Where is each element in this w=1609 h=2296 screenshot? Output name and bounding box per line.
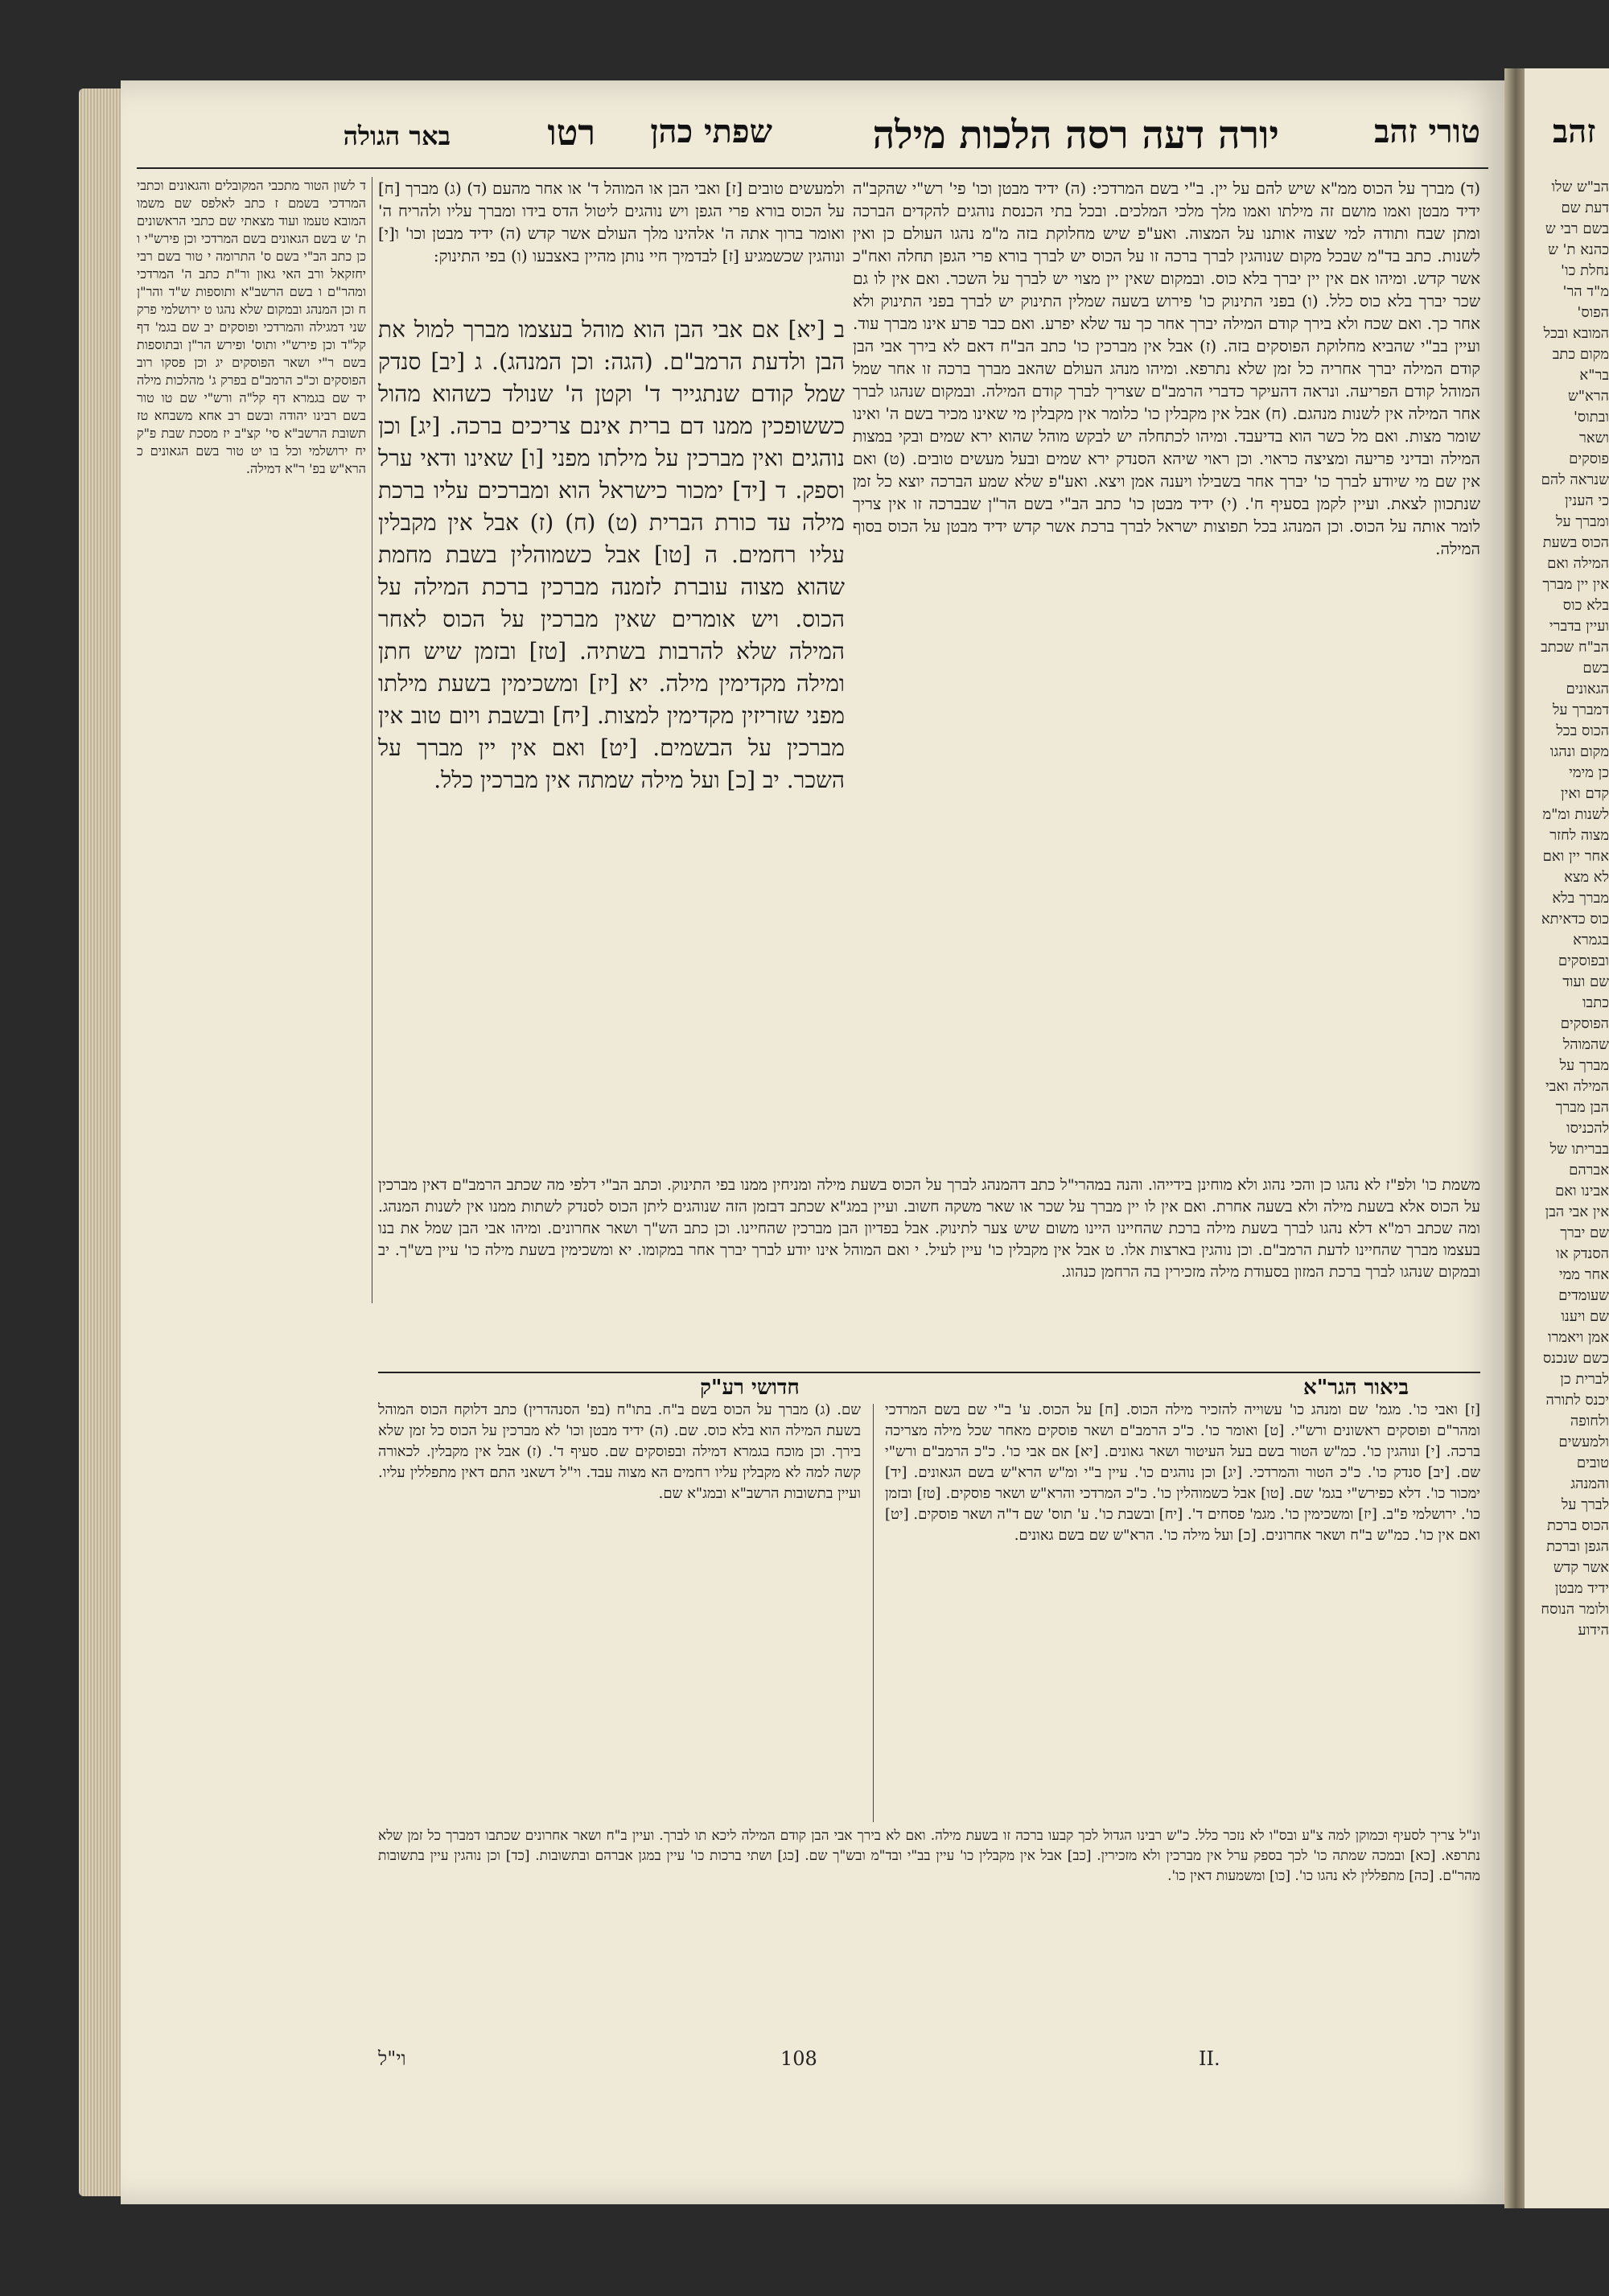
gra-title: ביאור הגר"א — [1303, 1376, 1409, 1400]
book-gutter — [1504, 68, 1527, 2208]
commentary-bottom-text: משמת כו' ולפ"ז לא נהגו כן והכי נהוג ולא מוחינן בידייהו. והנה במהרי"ל כתב דהמנהג לברך על הכוס בשעת מילה ומניחין ממנו בפי התינוק. וכתב הב"י דלפי מה שכתב הרמב"ם דאין מברכין על הכוס אלא בשעת מילה ולא בשעה אחרת. ואם אין לו יין מברך על שכר או שאר משקה חשוב. ועיין במג"א שכתב דבזמן הזה שנוהגים ליתן הכוס לסנדק לשתות ממנו אין לשנות המנהג. ומה שכתב רמ"א דלא נהגו לברך בשעת מילה ברכת שהחיינו היינו משום שיש צער לתינוק. אבל בפדיון הבן מברכין שהחיינו. וכן כתב הש"ך ושאר אחרונים. ומיהו אבי הבן שמל את בנו בעצמו מברך שהחיינו לדעת הרמב"ם. וכן נוהגין בארצות אלו. ט אבל אין מקבלין כו' עיין לעיל. י ואם המוהל אינו יודע לברך יברך אחר במקומו. יא ומשכימין בשעת מילה כו' עיין בש"ך. יב ובמקום שנהגו לברך ברכת המזון בסעודת מילה מזכירין בה הרחמן כנהוג. — [378, 1176, 1480, 1281]
ra-text: שם. (ג) מברך על הכוס בשם ב"ח. בתו"ח (בפ' הסנהדרין) כתב דלוקח הכוס המוהל בשעת המילה הוא בלא כוס. שם. (ה) ידיד מבטן וכו' לא מברכין על הכוס כל זמן שלא בירך. וכן מוכח בגמרא דמילה ובפוסקים שם. סעיף ד'. (ז) אבל אין מקבלין. לכאורה קשה למה לא מקבלין עליו רחמים הא מצוה עבד. וי"ל דשאני התם דאין מתפללין עליו. ועיין בתשובות הרשב"א ובמג"א שם. — [378, 1401, 861, 1502]
facing-page-header: זהב — [1553, 113, 1596, 150]
header-main-title: יורה דעה רסה הלכות מילה — [872, 113, 1279, 158]
ra-title: חדושי רע"ק — [700, 1376, 800, 1400]
main-text-top-para: ולמעשים טובים [ז] ואבי הבן או המוהל ד' או אחר מהעם (ד) (ג) מברך [ח] על הכוס בורא פרי הגפן ויש נוהגים ליטול הדס בידו ומברך עליו ולהריח ה' ואומר ברוך אתה ה' אלהינו מלך העולם אשר קדש (ה) ידיד מבטן וכו' ו[י] ונוהגין שכשמגיע [ז] לבדמיך חיי נותן מהיין באצבעו (ו) בפי התינוק: — [378, 179, 845, 265]
header-rule — [137, 167, 1488, 169]
section-rule — [378, 1372, 1480, 1373]
folio-signature: II. — [1199, 2047, 1220, 2070]
beer-hagolah-text: ד לשון הטור מתכבי המקובלים והגאונים וכתבי המרדכי בשמם ז כתב לאלפס שם משמו המובא טעמו ועוד מצאתי שם כתבי הראשונים ת' ש בשם הגאונים בשם המרדכי וכן פירש"י ו כן כתב הב"י בשם ס' התרומה י טור בשם רבי יחזקאל ורב האי גאון ור"ת כתב ה' המרדכי ומהר"ם ו בשם הרשב"א ותוספות ש"ד והר"ן ח וכן המנהג ובמקום שלא נהגו ט ירושלמי פרק שני דמגילה והמרדכי ופוסקים יב שם בגמ' דף קל"ד וכן פירש"י ותוס' ופירש הר"ן ובתוספות בשם ר"י ושאר הפוסקים יג וכן פסקו רוב הפוסקים וכ"כ הרמב"ם בפרק ג' מהלכות מילה יד שם בגמרא דף קל"ה ורש"י שם טו טור בשם רבינו יהודה ובשם רב אחא משבחא טז תשובת הרשב"א סי' קצ"ב יז מסכת שבת פ"ק יח ירושלמי וכל בו יט טור בשם הגאונים כ הרא"ש בפ' ר"א דמילה. — [137, 178, 366, 476]
main-text-top — [378, 177, 845, 306]
turei-zahav-text: (ד) מברך על הכוס ממ"א שיש להם על יין. ב"י בשם המרדכי: (ה) ידיד מבטן וכו' פי' רש"י שהקב"ה ידיד מבטן ואמו מושם זה מילתו ואמו מלך מלכי המלכים. ובכל בתי הכנסת נוהגים להקדים הברכה ומתן שבח ותודה למי שצוה אותנו על המצוה. ואע"פ שיש מחלוקת בזה מ"מ נהגו העולם כן ואין לשנות. כתב בד"מ שבכל מקום שנוהגין לברך ברכה זו על הכוס יש לברך בורא פרי הגפן תחלה ואח"כ אשר קדש. ומיהו אם אין יין יברך בלא כוס. ובמקום שאין יין מצוי יש לברך על השכר. ואם אין לו גם שכר יברך בלא כוס כלל. (ו) בפני התינוק כו' פירוש בשעה שמלין התינוק יש לברך בפני התינוק ולא אחר כך. ואם שכח ולא בירך קודם המילה יברך אחר כך עד שלא יפרע. ואם כבר פרע אינו מברך עוד. ועיין בב"י שהביא מחלוקת הפוסקים בזה. (ז) אבל אין מברכין כו' כתב הב"ח דאם לא בירך אבי הבן קודם המילה יברך אחריה כל זמן שלא נתרפא. ומיהו מנהג העולם שהאב מברך ברכה זו אחר שמל המוהל קודם הפריעה. ונראה דהעיקר כדברי הרמב"ם שצריך לברך קודם המילה. ובמקום שנהגו לברך אחר המילה אין לשנות מנהגם. (ח) אבל אין מקבלין כו' כלומר אין מקבלין מי שאינו מכיר בשם ה' ואינו שומר מצות. ואם מל כשר הוא בדיעבד. ומיהו לכתחלה יש לבקש מוהל שהוא ירא שמים ובקי במצות המילה ובדיני פריעה ומציצה כראוי. וכן ראוי שיהא הסנדק ירא שמים ובעל מעשים טובים. (ט) ואם אין שם מי שיודע לברך כו' יברך אחר בשבילו ויענה אמן ויצא. ואע"פ שלא שמע הברכה יוצא כל זמן שנתכוון לצאת. ועיין לקמן בסעיף ח'. (י) ידיד מבטן כו' כתב הב"י בשם הר"ן שבברכה זו אין צריך לומר אותה על הכוס. וכן המנהג בכל תפוצות ישראל לברך ברכת אשר קדש ידיד מבטן על הכוס בסוף המילה. — [853, 179, 1480, 558]
ra-column — [378, 1400, 861, 1738]
page-header — [241, 113, 1496, 169]
gra-text: [ז] ואבי כו'. מגמ' שם ומנהג כו' עשוייה להזכיר מילה הכוס. [ח] על הכוס. ע' ב"י שם בשם המרדכי ומהר"ם ופוסקים ראשונים ורש"י. [ט] ואומר כו'. כ"כ הרמב"ם ושאר פוסקים מאחר שכל מילה מצריכה ברכה. [י] ונוהגין כו'. כמ"ש הטור בשם בעל העיטור ושאר גאונים. [יא] אם אבי כו'. כ"כ הרמב"ם ורש"י שם. [יב] סנדק כו'. כ"כ הטור והמרדכי. [יג] וכן נוהגים כו'. עיין ב"י ומ"ש הרא"ש בשם הגאונים. [יד] ימכור כו'. דלא כפירש"י בגמ' שם. [טו] אבל כשמוהלין כו'. כ"כ המרדכי והרא"ש ושאר פוסקים. [טז] ובזמן כו'. ירושלמי פ"ב. [יז] ומשכימין כו'. מגמ' פסחים ד'. [יח] ובשבת כו'. ע' תוס' שם ד"ה ושאר פוסקים. [יט] ואם אין כו'. כמ"ש ב"ח ושאר אחרונים. [כ] ועל מילה כו'. הרא"ש שם בשם גאונים. — [885, 1401, 1480, 1544]
gra-divider — [873, 1404, 874, 1822]
folio-number: 108 — [780, 2047, 817, 2070]
commentary-bottom — [378, 1175, 1480, 1368]
main-text-column — [378, 314, 845, 1167]
main-text-para: ב [יא] אם אבי הבן הוא מוהל בעצמו מברך למול את הבן ולדעת הרמב"ם. (הגה: וכן המנהג). ג [יב] סנדק שמל קודם שנתגייר ד' וקטן ה' שנולד כשהוא מהול כששופכין ממנו דם ברית אינם צריכים ברכה. [יג] וכן נוהגים ואין מברכין על מילתו מפני [ו] שאינו ודאי ערל וספק. ד [יד] ימכור כישראל הוא ומברכים עליו ברכת מילה עד כורת הברית (ט) (ח) (ז) אבל אין מקבלין עליו רחמים. ה [טו] אבל כשמוהלין בשבת מחמת שהוא מצוה עוברת לזמנה מברכין ברכת המילה על הכוס. ויש אומרים שאין מברכין על הכוס לאחר המילה שלא להרבות בשתיה. [טז] ובזמן שיש חתן ומילה מקדימין מילה. יא [יז] ומשכימין בשעת מילתו מפני שזריזין מקדימין למצות. [יח] ובשבת ויום טוב אין מברכין על הבשמים. [יט] ואם אין יין מברך על השכר. יב [כ] ועל מילה שמתה אין מברכין כלל. — [378, 316, 845, 793]
header-turei-zahav: טורי זהב — [1374, 113, 1480, 150]
beer-hagolah-column — [137, 177, 366, 1303]
folio-catchword: וי"ל — [378, 2047, 406, 2070]
header-siftei-kohen: שפתי כהן — [650, 113, 772, 150]
footnotes-text: ונ"ל צריך לסעיף וכמוקן למה צ"ע ובס"ו לא נזכר כלל. כ"ש רבינו הגדול לכך קבעו ברכה זו בשעת מילה. ואם לא בירך אבי הבן קודם המילה ליכא תו לברך. ועיין ב"ח ושאר אחרונים שכתבו דמברך כל זמן שלא נתרפא. [כא] ובמכה שמתה כו' לכך בספק ערל אין מברכין ולא מזכירין. [כב] אבל אין מקבלין כו' עיין בב"י ובד"מ ובש"ך שם. [כג] ושתי ברכות כו' עיין במגן אברהם ובתשובות. [כד] וכן נוהגין עיין בתשובות מהר"ם. [כה] מתפללין לא נהגו כו'. [כו] ומשמעות דאין כו'. — [378, 1828, 1480, 1884]
header-beer-hagolah: באר הגולה — [343, 121, 451, 151]
turei-zahav-column — [853, 177, 1480, 1167]
facing-page-text: הב"ש שלו דעת שם בשם רבי ש כהנא ת' ש נחלת כו' מ"ד הר' הפוס' המובא ובכל מקום כתב בר"א הרא"ש ובתוס' ושאר פוסקים שנראה להם כי הענין ומברך על הכוס בשעת המילה ואם אין יין מברך בלא כוס ועיין בדברי הב"ח שכתב בשם הגאונים דמברך על הכוס בכל מקום ונהגו כן מימי קדם ואין לשנות ומ"מ מצוה לחזר אחר יין ואם לא מצא מברך בלא כוס כדאיתא בגמרא ובפוסקים שם ועוד כתבו הפוסקים שהמוהל מברך על המילה ואבי הבן מברך להכניסו בבריתו של אברהם אבינו ואם אין אבי הבן שם יברך הסנדק או אחר ממי שעומדים שם ויענו אמן ויאמרו כשם שנכנס לברית כן יכנס לתורה ולחופה ולמעשים טובים והמנהג לברך על הכוס ברכת הגפן וברכת אשר קדש ידיד מבטן ולומר הנוסח הידוע — [1541, 179, 1609, 1639]
header-page-number: רטו — [547, 113, 595, 154]
footnotes-column — [378, 1826, 1480, 2019]
